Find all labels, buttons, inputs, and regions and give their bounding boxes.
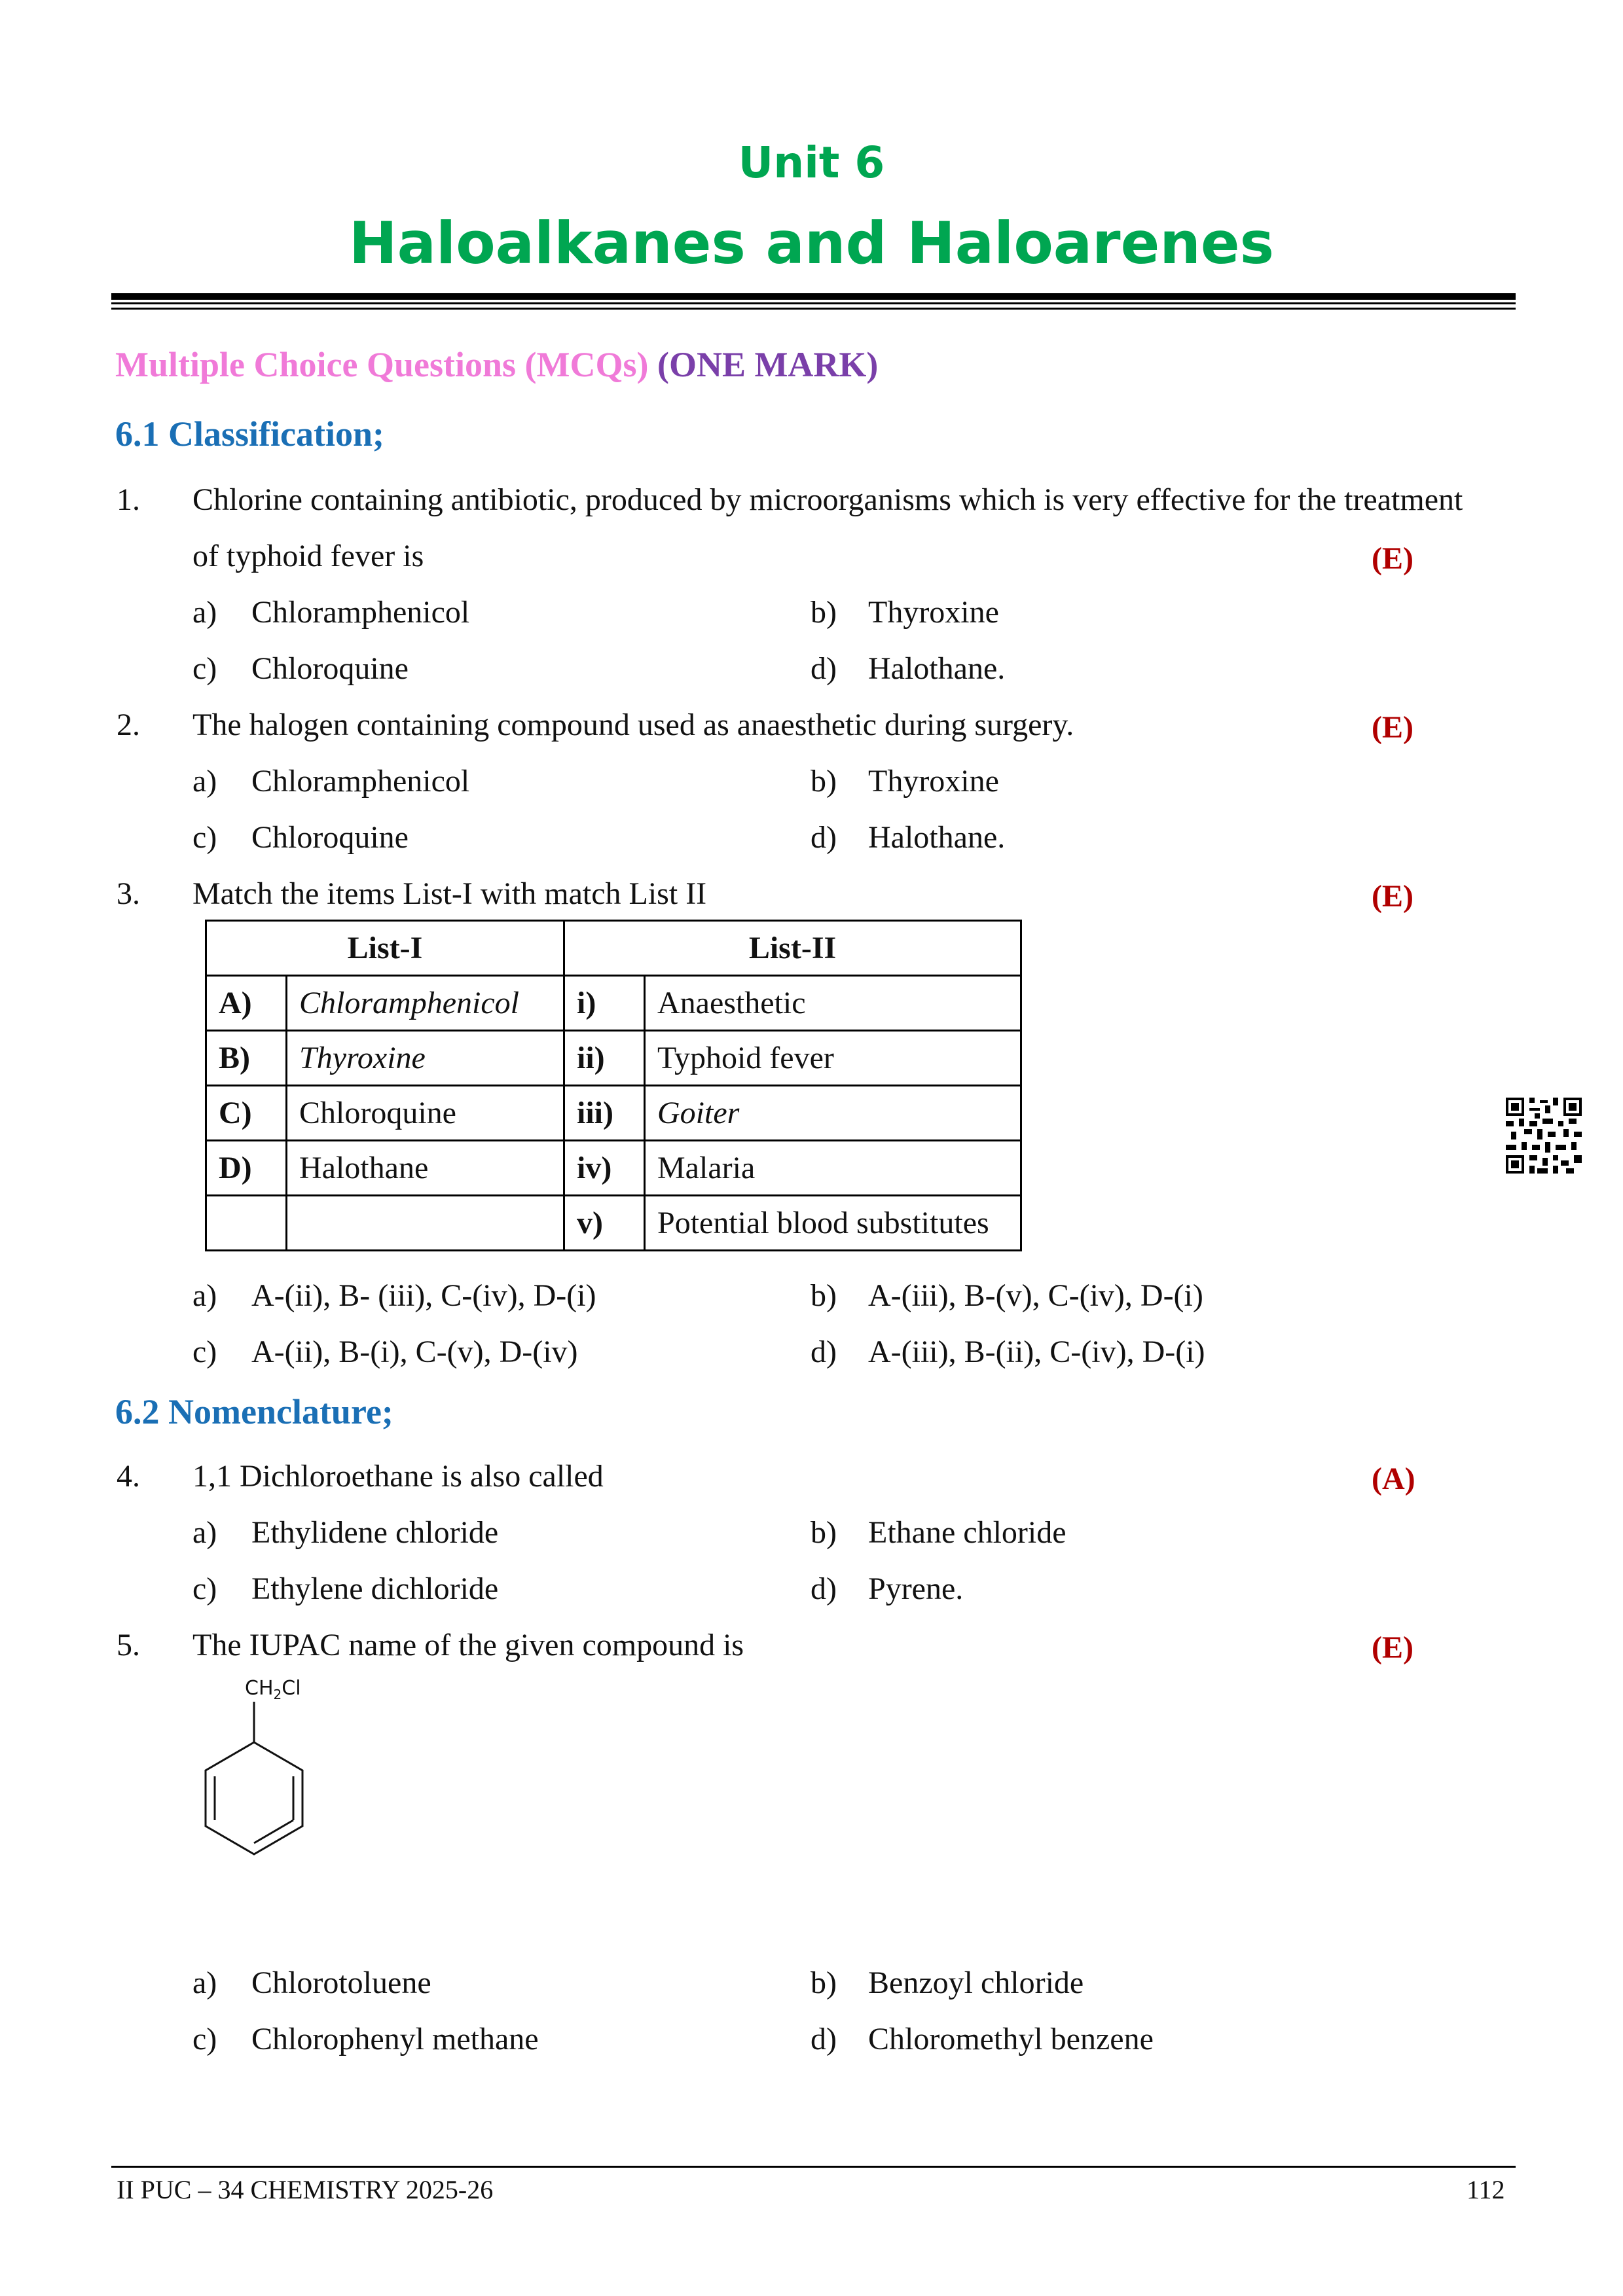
question-text: Match the items List-I with match List II [192,876,707,911]
table-row [206,1031,1021,1086]
structure-label [245,1677,301,1702]
question-code: (E) [1372,879,1413,914]
question-number: 5. [117,1628,140,1662]
match-table-header [206,921,1021,976]
list-one-key: A) [206,976,287,1031]
title-divider-thick [111,293,1516,300]
option-text: Chloroquine [251,651,409,686]
option-label: b) [811,764,837,798]
option-text: Chloroquine [251,820,409,855]
list-one-key: D) [206,1141,287,1196]
option-label: c) [192,1335,217,1369]
option-label: c) [192,820,217,855]
question-number: 4. [117,1459,140,1494]
section-heading-classification: 6.1 Classification; [115,414,384,454]
list-two-key: iii) [564,1086,645,1141]
option-label: a) [192,1515,217,1550]
question-number: 3. [117,876,140,911]
chapter-title: Haloalkanes and Haloarenes [349,209,1274,277]
option-text: Thyroxine [868,595,999,630]
benzene-ring-structure [190,1702,321,1885]
list-one-key: C) [206,1086,287,1141]
table-row [206,1141,1021,1196]
question-text-continued: of typhoid fever is [192,539,424,573]
option-label: b) [811,1278,837,1313]
option-label: b) [811,1965,837,2000]
option-text: Benzoyl chloride [868,1965,1084,2000]
option-text: A-(ii), B-(i), C-(v), D-(iv) [251,1335,578,1369]
option-label: d) [811,1335,837,1369]
option-label: d) [811,2022,837,2056]
list-one-value: Chloramphenicol [287,976,564,1031]
option-text: Chlorophenyl methane [251,2022,539,2056]
option-text: Thyroxine [868,764,999,798]
structure-label-ch: CH [245,1677,274,1700]
list-one-key: B) [206,1031,287,1086]
mcq-heading [115,344,878,385]
footer-course-title: II PUC – 34 CHEMISTRY 2025-26 [117,2175,494,2204]
option-text: A-(iii), B-(ii), C-(iv), D-(i) [868,1335,1205,1369]
list-one-header: List-I [206,921,564,976]
option-label: a) [192,1965,217,2000]
match-table [205,920,1022,1251]
list-two-value: Anaesthetic [645,976,1021,1031]
table-row [206,976,1021,1031]
option-text: Chloramphenicol [251,764,470,798]
mcq-heading-main: Multiple Choice Questions (MCQs) [115,345,649,384]
option-label: a) [192,764,217,798]
question-number: 2. [117,708,140,742]
option-text: Ethane chloride [868,1515,1067,1550]
page-number: 112 [1467,2175,1505,2204]
question-code: (E) [1372,1630,1413,1665]
question-text: The IUPAC name of the given compound is [192,1628,744,1662]
option-label: b) [811,595,837,630]
question-text: Chlorine containing antibiotic, produced by microorganisms which is very effective for the treatment [192,482,1463,517]
mcq-heading-marks: (ONE MARK) [657,345,879,384]
option-text: Chloromethyl benzene [868,2022,1154,2056]
option-text: Chloramphenicol [251,595,470,630]
list-two-value: Typhoid fever [645,1031,1021,1086]
option-label: d) [811,651,837,686]
question-text: The halogen containing compound used as anaesthetic during surgery. [192,708,1074,742]
list-two-value: Potential blood substitutes [645,1196,1021,1251]
option-label: d) [811,820,837,855]
option-text: Halothane. [868,651,1006,686]
list-one-key [206,1196,287,1251]
table-row [206,1086,1021,1141]
option-text: Halothane. [868,820,1006,855]
question-code: (E) [1372,710,1413,745]
option-label: d) [811,1571,837,1606]
question-text: 1,1 Dichloroethane is also called [192,1459,604,1494]
title-divider-thin [111,302,1516,304]
option-label: b) [811,1515,837,1550]
option-text: A-(ii), B- (iii), C-(iv), D-(i) [251,1278,596,1313]
question-code: (E) [1372,541,1413,576]
list-two-key: i) [564,976,645,1031]
list-two-header: List-II [564,921,1021,976]
option-label: c) [192,651,217,686]
option-text: A-(iii), B-(v), C-(iv), D-(i) [868,1278,1203,1313]
list-two-value: Goiter [645,1086,1021,1141]
option-text: Ethylidene chloride [251,1515,499,1550]
option-label: a) [192,595,217,630]
list-two-value: Malaria [645,1141,1021,1196]
option-text: Ethylene dichloride [251,1571,499,1606]
option-label: c) [192,1571,217,1606]
list-one-value: Halothane [287,1141,564,1196]
question-number: 1. [117,482,140,517]
qr-code-icon[interactable] [1506,1098,1582,1174]
title-divider-thin [111,308,1516,310]
structure-label-cl: Cl [282,1677,301,1700]
footer-divider [111,2166,1516,2168]
list-two-key: ii) [564,1031,645,1086]
list-two-key: iv) [564,1141,645,1196]
option-text: Pyrene. [868,1571,964,1606]
list-two-key: v) [564,1196,645,1251]
option-text: Chlorotoluene [251,1965,431,2000]
table-row [206,1196,1021,1251]
list-one-value: Chloroquine [287,1086,564,1141]
structure-label-subscript: 2 [273,1687,282,1702]
option-label: c) [192,2022,217,2056]
list-one-value [287,1196,564,1251]
question-code: (A) [1372,1462,1415,1496]
unit-label: Unit 6 [738,137,885,188]
option-label: a) [192,1278,217,1313]
list-one-value: Thyroxine [287,1031,564,1086]
section-heading-nomenclature: 6.2 Nomenclature; [115,1392,393,1431]
